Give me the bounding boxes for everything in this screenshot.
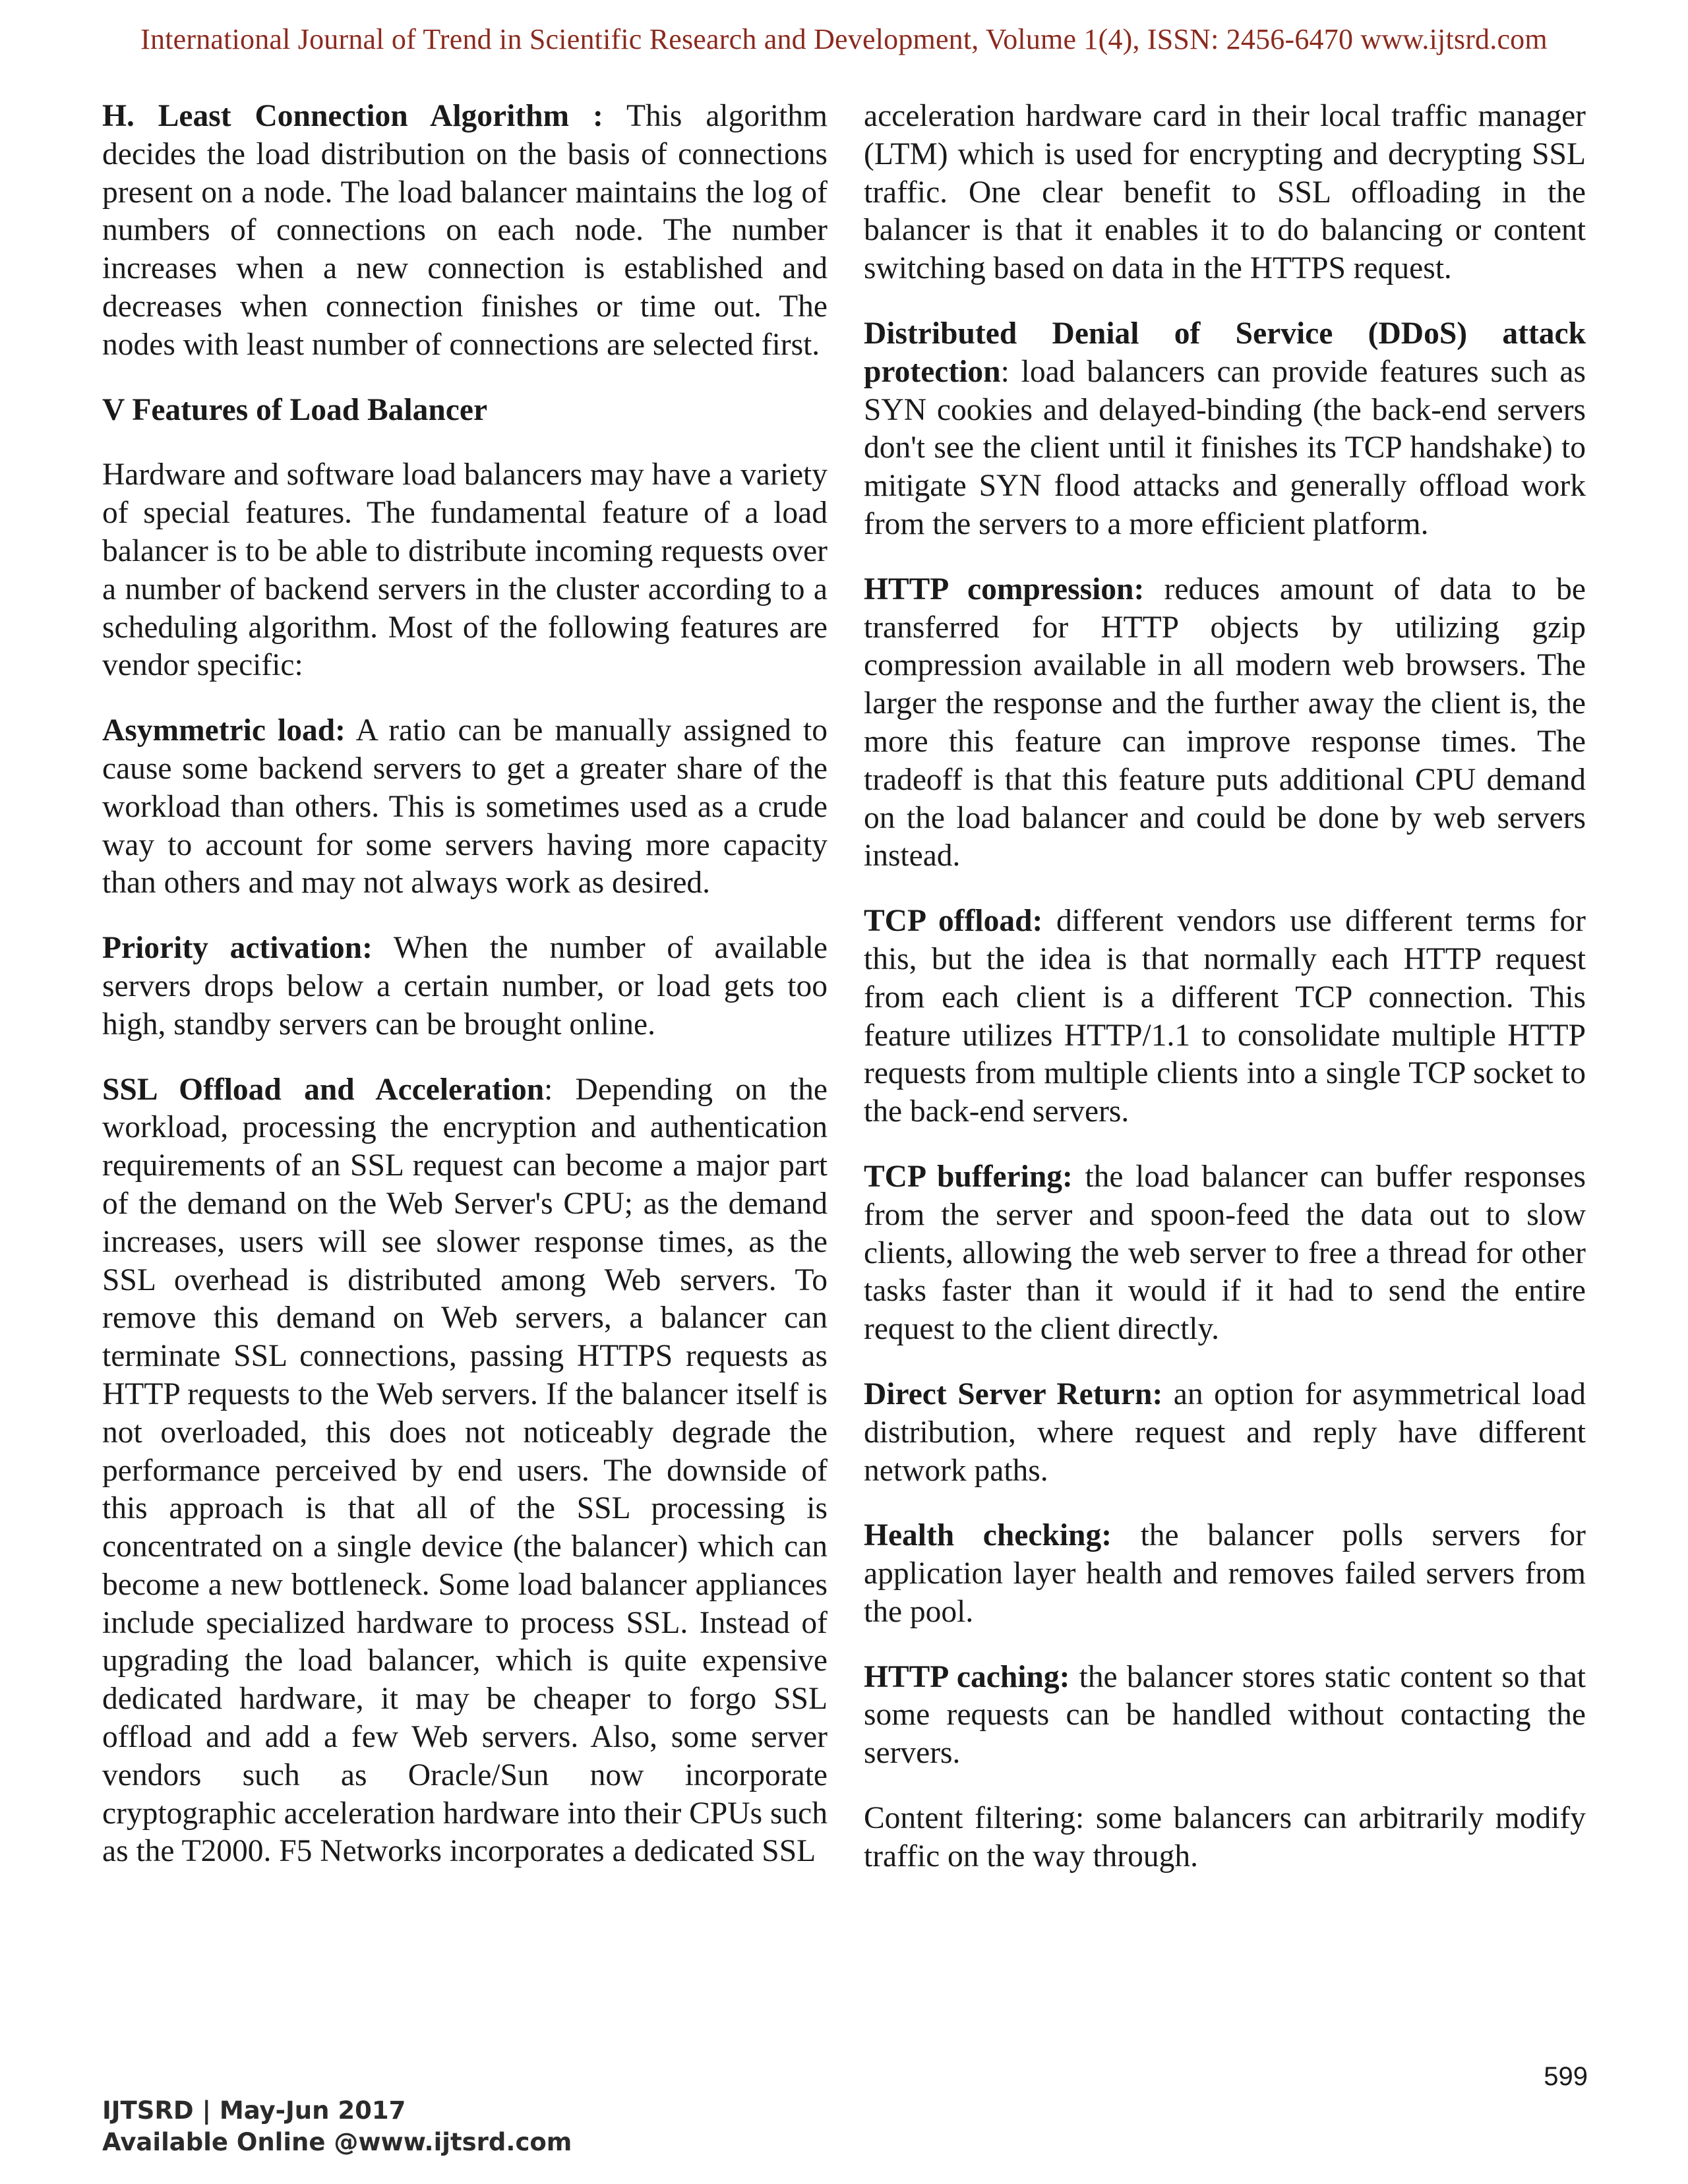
right-column [864, 98, 1586, 1903]
paragraph-ssl-continued: acceleration hardware card in their local traffic manager (LTM) which is used for encrypting and decrypting SSL traffic. One clear benefit to SSL offloading in the balancer is that it enables it to do balancing or content switching based on data in the HTTPS request. [864, 99, 1586, 286]
tcp-buffering-heading: TCP buffering: [864, 1159, 1073, 1194]
section-heading: V Features of Load Balancer [102, 392, 488, 427]
tcp-offload-body: different vendors use different terms for this, but the idea is that normally each HTTP request from each client is a different TCP connection. This feature utilizes HTTP/1.1 to consolidate multiple HTTP requests from multiple clients into a single TCP socket to the back-end servers. [864, 904, 1586, 1129]
paragraph-http-compression [864, 571, 1586, 875]
left-column [102, 98, 828, 1898]
paragraph-tcp-offload [864, 902, 1586, 1131]
direct-server-return-body: an option for asymmetrical load distribution, where request and reply have different network paths. [864, 1376, 1586, 1488]
least-connection-heading: H. Least Connection Algorithm : [102, 99, 603, 133]
ssl-offload-heading: SSL Offload and Acceleration [102, 1072, 545, 1107]
http-caching-body: the balancer stores static content so that some requests can be handled without contacting the servers. [864, 1659, 1586, 1771]
http-caching-heading: HTTP caching: [864, 1659, 1070, 1694]
paragraph-intro: Hardware and software load balancers may have a variety of special features. The fundamental feature of a load balancer is to be able to distribute incoming requests over a number of backend servers in the cluster according to a scheduling algorithm. Most of the following features are vendor specific: [102, 457, 828, 683]
health-checking-heading: Health checking: [864, 1518, 1112, 1553]
paragraph-content-filtering: Content filtering: some balancers can arbitrarily modify traffic on the way through. [864, 1801, 1586, 1874]
ddos-heading: Distributed Denial of Service (DDoS) attack protection [864, 316, 1586, 389]
paragraph-least-connection [102, 98, 828, 365]
footer-website: Available Online @www.ijtsrd.com [102, 2128, 572, 2156]
health-checking-body: the balancer polls servers for application layer health and removes failed servers from the pool. [864, 1518, 1586, 1629]
paragraph-health-checking [864, 1517, 1586, 1631]
paragraph-priority-activation [102, 930, 828, 1044]
paragraph-ssl-offload [102, 1071, 828, 1872]
http-compression-body: reduces amount of data to be transferred for HTTP objects by utilizing gzip compression available in all modern web browsers. The larger the response and the further away the client is, the more this feature can improve response times. The tradeoff is that this feature puts additional CPU demand on the load balancer and could be done by web servers instead. [864, 572, 1586, 873]
least-connection-body: This algorithm decides the load distribution on the basis of connections present on a node. The load balancer maintains the log of numbers of connections on each node. The number increases when a new connection is established and decreases when connection finishes or time out. The nodes with least number of connections are selected first. [102, 99, 828, 362]
paragraph-asymmetric-load [102, 712, 828, 902]
priority-activation-body: When the number of available servers drops below a certain number, or load gets too high, standby servers can be brought online. [102, 931, 828, 1042]
paragraph-ddos [864, 315, 1586, 544]
paragraph-http-caching [864, 1659, 1586, 1773]
http-compression-heading: HTTP compression: [864, 572, 1145, 606]
footer [102, 2095, 572, 2158]
asymmetric-load-heading: Asymmetric load: [102, 713, 346, 748]
journal-header: International Journal of Trend in Scientific Research and Development, Volume 1(4), ISSN: 2456-6470 www.ijtsrd.com [140, 23, 1548, 55]
paragraph-tcp-buffering [864, 1158, 1586, 1349]
ddos-body: : load balancers can provide features such as SYN cookies and delayed-binding (the back-end servers don't see the client until it finishes its TCP handshake) to mitigate SYN flood attacks and generally offload work from the servers to a more efficient platform. [864, 354, 1586, 541]
footer-journal-issue: IJTSRD | May-Jun 2017 [102, 2096, 406, 2125]
asymmetric-load-body: A ratio can be manually assigned to cause some backend servers to get a greater share of the workload than others. This is sometimes used as a crude way to account for some servers having more capacity than others and may not always work as desired. [102, 713, 828, 900]
direct-server-return-heading: Direct Server Return: [864, 1376, 1163, 1411]
tcp-buffering-body: the load balancer can buffer responses from the server and spoon-feed the data out to slow clients, allowing the web server to free a thread for other tasks faster than it would if it had to send the entire request to the client directly. [864, 1159, 1586, 1347]
paragraph-direct-server-return [864, 1376, 1586, 1490]
priority-activation-heading: Priority activation: [102, 931, 373, 966]
ssl-offload-body: : Depending on the workload, processing the encryption and authentication requirements of an SSL request can become a major part of the demand on the Web Server's CPU; as the demand increases, users will see slower response times, as the SSL overhead is distributed among Web servers. To remove this demand on Web servers, a balancer can terminate SSL connections, passing HTTPS requests as HTTP requests to the Web servers. If the balancer itself is not overloaded, this does not noticeably degrade the performance perceived by end users. The downside of this approach is that all of the SSL processing is concentrated on a single device (the balancer) which can become a new bottleneck. Some load balancer appliances include specialized hardware to process SSL. Instead of upgrading the load balancer, which is quite expensive dedicated hardware, it may be cheaper to forgo SSL offload and add a few Web servers. Also, some server vendors such as Oracle/Sun now incorporate cryptographic acceleration hardware into their CPUs such as the T2000. F5 Networks incorporates a dedicated SSL [102, 1072, 828, 1869]
page-number: 599 [1544, 2062, 1588, 2091]
tcp-offload-heading: TCP offload: [864, 904, 1043, 939]
